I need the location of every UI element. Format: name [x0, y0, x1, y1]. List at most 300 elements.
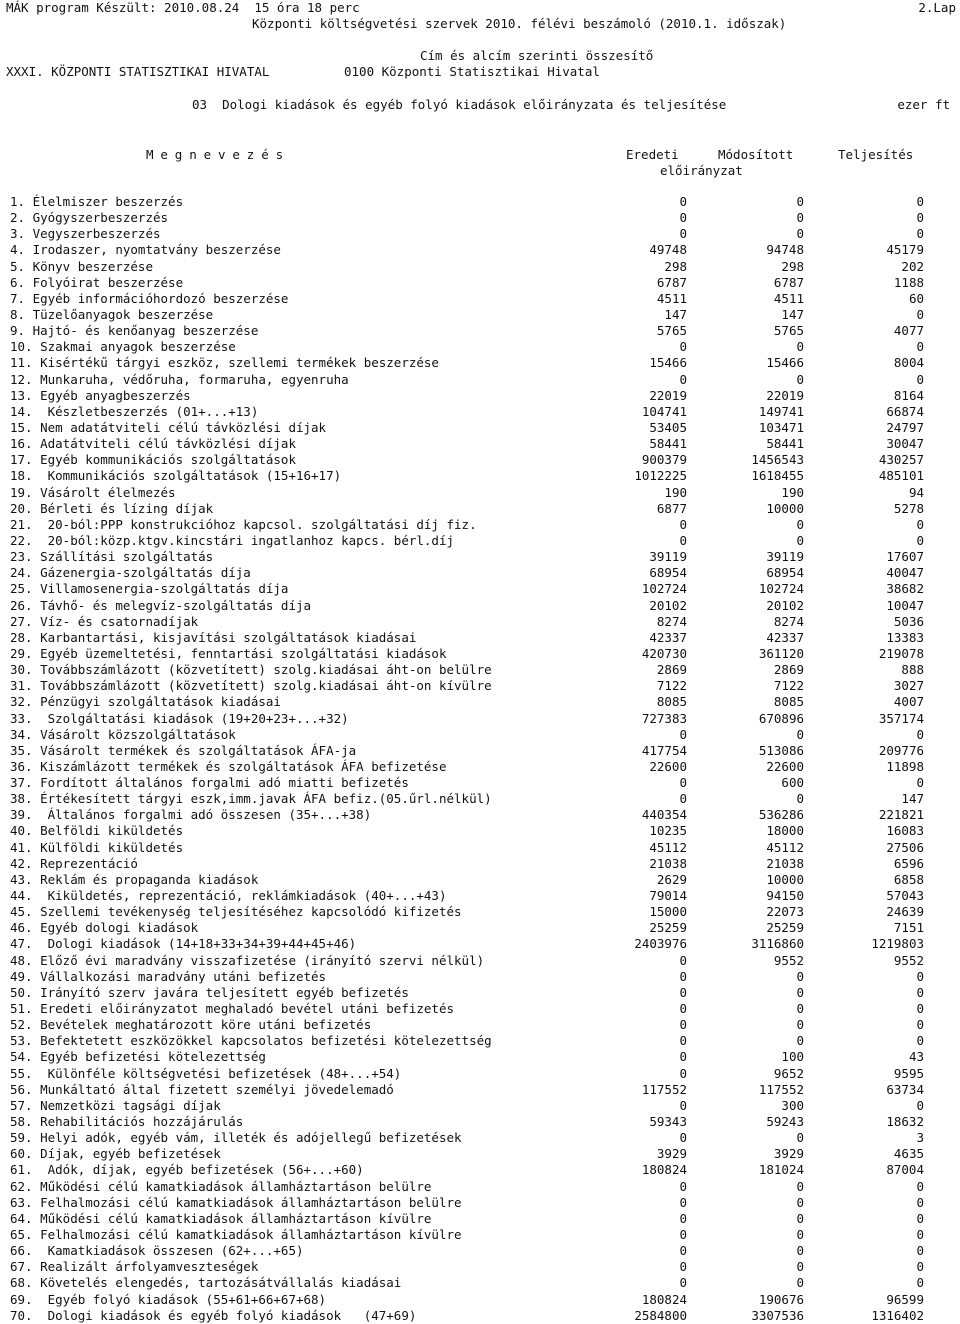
table-row [0, 807, 960, 823]
value-modified: 7122 [773, 678, 804, 694]
row-name: 49. Vállalkozási maradvány utáni befizetés [10, 968, 327, 984]
institution-name: 0100 Központi Statisztikai Hivatal [344, 64, 600, 79]
value-actual: 0 [916, 1178, 924, 1194]
table-row [0, 1162, 960, 1178]
page-number: 2.Lap [918, 0, 956, 15]
value-actual: 0 [916, 1033, 924, 1049]
value-original: 0 [679, 968, 687, 984]
value-modified: 1456543 [751, 452, 804, 468]
row-name: 70. Dologi kiadások és egyéb folyó kiadások (47+69) [10, 1307, 417, 1323]
table-row [0, 501, 960, 517]
value-actual: 66874 [886, 403, 924, 419]
table-row [0, 920, 960, 936]
row-name: 40. Belföldi kiküldetés [10, 823, 184, 839]
value-original: 190 [664, 484, 687, 500]
value-modified: 8274 [773, 613, 804, 629]
value-modified: 22073 [766, 904, 804, 920]
value-modified: 0 [796, 984, 804, 1000]
value-modified: 25259 [766, 920, 804, 936]
value-original: 6787 [656, 274, 687, 290]
value-original: 0 [679, 1049, 687, 1065]
value-original: 22600 [649, 758, 687, 774]
report-info: MÁK program Készült: 2010.08.24 15 óra 18 perc [6, 0, 360, 15]
row-name: 25. Villamosenergia-szolgáltatás díja [10, 581, 289, 597]
value-original: 0 [679, 1275, 687, 1291]
row-name: 48. Előző évi maradvány visszafizetése (irányító szervi nélkül) [10, 952, 485, 968]
table-row [0, 275, 960, 291]
value-modified: 0 [796, 516, 804, 532]
value-actual: 5278 [893, 500, 924, 516]
row-name: 16. Adatátviteli célú távközlési díjak [10, 436, 296, 452]
table-row [0, 307, 960, 323]
value-original: 20102 [649, 597, 687, 613]
value-actual: 0 [916, 775, 924, 791]
value-actual: 43 [908, 1049, 924, 1065]
value-modified: 100 [781, 1049, 804, 1065]
table-row [0, 339, 960, 355]
value-actual: 57043 [886, 888, 924, 904]
table-row [0, 711, 960, 727]
value-actual: 87004 [886, 1162, 924, 1178]
table-row [0, 985, 960, 1001]
value-original: 2869 [656, 662, 687, 678]
value-original: 0 [679, 1001, 687, 1017]
table-row [0, 1033, 960, 1049]
value-modified: 147 [781, 306, 804, 322]
row-name: 21. 20-ból:PPP konstrukcióhoz kapcsol. szolgáltatási díj fiz. [10, 516, 477, 532]
value-actual: 9552 [893, 952, 924, 968]
value-modified: 190676 [758, 1291, 804, 1307]
value-modified: 300 [781, 1097, 804, 1113]
value-actual: 1316402 [871, 1307, 924, 1323]
row-name: 19. Vásárolt élelmezés [10, 484, 176, 500]
value-original: 0 [679, 1259, 687, 1275]
value-original: 0 [679, 194, 687, 209]
value-original: 53405 [649, 419, 687, 435]
value-actual: 0 [916, 371, 924, 387]
table-row [0, 404, 960, 420]
value-modified: 0 [796, 1275, 804, 1291]
table-row [0, 436, 960, 452]
table-row [0, 323, 960, 339]
row-name: 41. Külföldi kiküldetés [10, 839, 184, 855]
table-row [0, 1195, 960, 1211]
value-modified: 8085 [773, 694, 804, 710]
value-actual: 357174 [878, 710, 924, 726]
value-original: 2629 [656, 871, 687, 887]
table-row [0, 727, 960, 743]
value-original: 0 [679, 775, 687, 791]
table-row [0, 1017, 960, 1033]
value-original: 5765 [656, 323, 687, 339]
value-actual: 430257 [878, 452, 924, 468]
value-actual: 1219803 [871, 936, 924, 952]
value-original: 58441 [649, 436, 687, 452]
table-row [0, 517, 960, 533]
value-modified: 4511 [773, 290, 804, 306]
row-name: 29. Egyéb üzemeltetési, fenntartási szolgáltatási kiadások [10, 645, 447, 661]
table-row [0, 694, 960, 710]
value-actual: 0 [916, 1210, 924, 1226]
value-original: 0 [679, 1194, 687, 1210]
value-modified: 149741 [758, 403, 804, 419]
value-actual: 94 [908, 484, 924, 500]
value-actual: 0 [916, 210, 924, 226]
table-row [0, 759, 960, 775]
value-original: 420730 [641, 645, 687, 661]
table-row [0, 598, 960, 614]
value-modified: 513086 [758, 742, 804, 758]
value-modified: 1618455 [751, 468, 804, 484]
row-name: 67. Realizált árfolyamveszteségek [10, 1259, 259, 1275]
table-row [0, 1211, 960, 1227]
value-modified: 0 [796, 1210, 804, 1226]
table-row [0, 1227, 960, 1243]
value-original: 0 [679, 726, 687, 742]
value-modified: 0 [796, 1227, 804, 1242]
row-name: 39. Általános forgalmi adó összesen (35+...+38) [10, 807, 372, 823]
value-actual: 0 [916, 194, 924, 209]
table-row [0, 210, 960, 226]
row-name: 28. Karbantartási, kisjavítási szolgáltatások kiadásai [10, 629, 417, 645]
value-modified: 3929 [773, 1146, 804, 1162]
value-actual: 0 [916, 1017, 924, 1033]
row-name: 7. Egyéb információhordozó beszerzése [10, 290, 289, 306]
value-original: 117552 [641, 1081, 687, 1097]
value-original: 22019 [649, 387, 687, 403]
value-actual: 96599 [886, 1291, 924, 1307]
value-modified: 0 [796, 226, 804, 242]
value-original: 0 [679, 791, 687, 807]
table-row [0, 533, 960, 549]
table-row [0, 194, 960, 210]
value-actual: 219078 [878, 645, 924, 661]
report-title: Központi költségvetési szervek 2010. félévi beszámoló (2010.1. időszak) [252, 16, 787, 31]
value-modified: 536286 [758, 807, 804, 823]
table-row [0, 420, 960, 436]
table-row [0, 856, 960, 872]
value-original: 21038 [649, 855, 687, 871]
value-modified: 2869 [773, 662, 804, 678]
value-original: 0 [679, 1065, 687, 1081]
value-modified: 190 [781, 484, 804, 500]
value-modified: 94150 [766, 888, 804, 904]
value-modified: 0 [796, 532, 804, 548]
column-header-modified-sub: előirányzat [660, 163, 743, 178]
value-modified: 0 [796, 210, 804, 226]
value-actual: 0 [916, 532, 924, 548]
table-row [0, 1146, 960, 1162]
value-original: 0 [679, 952, 687, 968]
row-name: 35. Vásárolt termékek és szolgáltatások ÁFA-ja [10, 742, 357, 758]
value-modified: 22600 [766, 758, 804, 774]
row-name: 3. Vegyszerbeszerzés [10, 226, 161, 242]
table-row [0, 1114, 960, 1130]
value-actual: 888 [901, 662, 924, 678]
value-actual: 30047 [886, 436, 924, 452]
row-name: 17. Egyéb kommunikációs szolgáltatások [10, 452, 296, 468]
value-modified: 68954 [766, 565, 804, 581]
value-actual: 40047 [886, 565, 924, 581]
row-name: 34. Vásárolt közszolgáltatások [10, 726, 236, 742]
unit-label: ezer ft [897, 97, 950, 112]
value-modified: 0 [796, 791, 804, 807]
value-modified: 58441 [766, 436, 804, 452]
table-row [0, 549, 960, 565]
value-original: 0 [679, 1017, 687, 1033]
value-modified: 181024 [758, 1162, 804, 1178]
table-row [0, 1082, 960, 1098]
table-row [0, 678, 960, 694]
chapter-name: XXXI. KÖZPONTI STATISZTIKAI HIVATAL [6, 64, 270, 79]
value-modified: 670896 [758, 710, 804, 726]
table-row [0, 1098, 960, 1114]
column-header-modified: Módosított [718, 147, 794, 162]
table-row [0, 372, 960, 388]
value-modified: 0 [796, 1130, 804, 1146]
table-row [0, 1179, 960, 1195]
table-row [0, 775, 960, 791]
row-name: 59. Helyi adók, egyéb vám, illeték és adójellegű befizetések [10, 1130, 462, 1146]
value-original: 2403976 [634, 936, 687, 952]
value-actual: 485101 [878, 468, 924, 484]
row-name: 2. Gyógyszerbeszerzés [10, 210, 169, 226]
value-original: 0 [679, 226, 687, 242]
value-original: 39119 [649, 549, 687, 565]
row-name: 4. Irodaszer, nyomtatvány beszerzése [10, 242, 281, 258]
row-name: 42. Reprezentáció [10, 855, 138, 871]
row-name: 63. Felhalmozási célú kamatkiadások államháztartáson belülre [10, 1194, 462, 1210]
value-original: 180824 [641, 1291, 687, 1307]
row-name: 24. Gázenergia-szolgáltatás díja [10, 565, 251, 581]
value-modified: 59243 [766, 1114, 804, 1130]
value-original: 727383 [641, 710, 687, 726]
table-row [0, 840, 960, 856]
value-original: 8085 [656, 694, 687, 710]
value-original: 0 [679, 339, 687, 355]
table-row [0, 969, 960, 985]
table-row [0, 630, 960, 646]
value-original: 0 [679, 1130, 687, 1146]
row-name: 69. Egyéb folyó kiadások (55+61+66+67+68) [10, 1291, 327, 1307]
row-name: 65. Felhalmozási célú kamatkiadások államháztartáson kívülre [10, 1227, 462, 1242]
value-original: 417754 [641, 742, 687, 758]
value-actual: 4635 [893, 1146, 924, 1162]
value-actual: 0 [916, 1001, 924, 1017]
row-name: 20. Bérleti és lízing díjak [10, 500, 214, 516]
table-row [0, 485, 960, 501]
table-row [0, 1049, 960, 1065]
value-actual: 0 [916, 726, 924, 742]
value-modified: 0 [796, 1243, 804, 1259]
row-name: 44. Kiküldetés, reprezentáció, reklámkiadások (40+...+43) [10, 888, 447, 904]
table-row [0, 291, 960, 307]
row-name: 55. Különféle költségvetési befizetések (48+...+54) [10, 1065, 402, 1081]
value-actual: 0 [916, 339, 924, 355]
table-row [0, 936, 960, 952]
row-name: 58. Rehabilitációs hozzájárulás [10, 1114, 244, 1130]
value-actual: 24797 [886, 419, 924, 435]
table-row [0, 1308, 960, 1324]
table-row [0, 226, 960, 242]
value-original: 0 [679, 210, 687, 226]
value-actual: 63734 [886, 1081, 924, 1097]
value-modified: 298 [781, 258, 804, 274]
section-title: 03 Dologi kiadások és egyéb folyó kiadások előirányzata és teljesítése [192, 97, 727, 112]
column-header-original: Eredeti [626, 147, 679, 162]
table-row [0, 1243, 960, 1259]
value-original: 0 [679, 532, 687, 548]
value-modified: 361120 [758, 645, 804, 661]
table-row [0, 1130, 960, 1146]
row-name: 43. Reklám és propaganda kiadások [10, 871, 259, 887]
value-modified: 10000 [766, 871, 804, 887]
row-name: 23. Szállítási szolgáltatás [10, 549, 214, 565]
row-name: 51. Eredeti előirányzatot meghaladó bevétel utáni befizetés [10, 1001, 455, 1017]
value-modified: 0 [796, 1017, 804, 1033]
row-name: 22. 20-ból:közp.ktgv.kincstári ingatlanhoz kapcs. bérl.díj [10, 532, 455, 548]
value-actual: 6596 [893, 855, 924, 871]
value-modified: 6787 [773, 274, 804, 290]
value-actual: 0 [916, 306, 924, 322]
value-actual: 4077 [893, 323, 924, 339]
value-original: 0 [679, 1227, 687, 1242]
value-actual: 18632 [886, 1114, 924, 1130]
table-row [0, 646, 960, 662]
table-row [0, 872, 960, 888]
row-name: 47. Dologi kiadások (14+18+33+34+39+44+45+46) [10, 936, 357, 952]
row-name: 32. Pénzügyi szolgáltatások kiadásai [10, 694, 281, 710]
value-actual: 9595 [893, 1065, 924, 1081]
value-actual: 16083 [886, 823, 924, 839]
value-original: 4511 [656, 290, 687, 306]
value-original: 42337 [649, 629, 687, 645]
table-row [0, 888, 960, 904]
value-modified: 0 [796, 1001, 804, 1017]
row-name: 64. Működési célú kamatkiadások államháztartáson kívülre [10, 1210, 432, 1226]
row-name: 62. Működési célú kamatkiadások államháztartáson belülre [10, 1178, 432, 1194]
value-original: 79014 [649, 888, 687, 904]
value-actual: 4007 [893, 694, 924, 710]
row-name: 60. Díjak, egyéb befizetések [10, 1146, 221, 1162]
data-table [0, 194, 960, 1324]
value-modified: 0 [796, 968, 804, 984]
value-original: 0 [679, 1243, 687, 1259]
value-original: 15466 [649, 355, 687, 371]
value-actual: 8164 [893, 387, 924, 403]
value-original: 104741 [641, 403, 687, 419]
value-original: 10235 [649, 823, 687, 839]
value-actual: 221821 [878, 807, 924, 823]
table-row [0, 1292, 960, 1308]
value-actual: 13383 [886, 629, 924, 645]
table-row [0, 581, 960, 597]
table-row [0, 791, 960, 807]
value-original: 0 [679, 984, 687, 1000]
value-original: 298 [664, 258, 687, 274]
value-modified: 102724 [758, 581, 804, 597]
value-modified: 0 [796, 194, 804, 209]
table-row [0, 953, 960, 969]
value-actual: 3 [916, 1130, 924, 1146]
value-actual: 5036 [893, 613, 924, 629]
row-name: 30. Továbbszámlázott (közvetített) szolg.kiadásai áht-on belülre [10, 662, 492, 678]
column-header-actual: Teljesítés [838, 147, 914, 162]
row-name: 31. Továbbszámlázott (közvetített) szolg.kiadásai áht-on kívülre [10, 678, 492, 694]
value-modified: 0 [796, 1194, 804, 1210]
value-modified: 10000 [766, 500, 804, 516]
table-row [0, 743, 960, 759]
row-name: 53. Befektetett eszközökkel kapcsolatos befizetési kötelezettség [10, 1033, 492, 1049]
row-name: 46. Egyéb dologi kiadások [10, 920, 199, 936]
value-original: 2584800 [634, 1307, 687, 1323]
value-original: 8274 [656, 613, 687, 629]
value-modified: 600 [781, 775, 804, 791]
value-modified: 5765 [773, 323, 804, 339]
row-name: 5. Könyv beszerzése [10, 258, 153, 274]
value-original: 0 [679, 1097, 687, 1113]
table-row [0, 1066, 960, 1082]
table-row [0, 614, 960, 630]
table-row [0, 355, 960, 371]
value-original: 147 [664, 306, 687, 322]
value-actual: 11898 [886, 758, 924, 774]
row-name: 10. Szakmai anyagok beszerzése [10, 339, 236, 355]
value-actual: 38682 [886, 581, 924, 597]
value-modified: 18000 [766, 823, 804, 839]
value-modified: 3116860 [751, 936, 804, 952]
value-actual: 0 [916, 1097, 924, 1113]
row-name: 68. Követelés elengedés, tartozásátvállalás kiadásai [10, 1275, 402, 1291]
value-modified: 0 [796, 371, 804, 387]
row-name: 45. Szellemi tevékenység teljesítéséhez kapcsolódó kifizetés [10, 904, 462, 920]
row-name: 38. Értékesített tárgyi eszk,imm.javak ÁFA befiz.(05.űrl.nélkül) [10, 791, 492, 807]
row-name: 12. Munkaruha, védőruha, formaruha, egyenruha [10, 371, 349, 387]
value-actual: 6858 [893, 871, 924, 887]
value-original: 0 [679, 1178, 687, 1194]
value-modified: 117552 [758, 1081, 804, 1097]
value-actual: 24639 [886, 904, 924, 920]
table-row [0, 468, 960, 484]
value-original: 68954 [649, 565, 687, 581]
value-modified: 20102 [766, 597, 804, 613]
value-original: 7122 [656, 678, 687, 694]
value-actual: 10047 [886, 597, 924, 613]
value-actual: 147 [901, 791, 924, 807]
value-modified: 39119 [766, 549, 804, 565]
value-modified: 21038 [766, 855, 804, 871]
row-name: 11. Kisértékű tárgyi eszköz, szellemi termékek beszerzése [10, 355, 439, 371]
row-name: 8. Tüzelőanyagok beszerzése [10, 306, 214, 322]
row-name: 9. Hajtó- és kenőanyag beszerzése [10, 323, 259, 339]
value-modified: 9552 [773, 952, 804, 968]
row-name: 15. Nem adatátviteli célú távközlési díjak [10, 419, 327, 435]
value-original: 0 [679, 1210, 687, 1226]
table-row [0, 452, 960, 468]
value-original: 440354 [641, 807, 687, 823]
value-original: 59343 [649, 1114, 687, 1130]
value-original: 15000 [649, 904, 687, 920]
value-actual: 3027 [893, 678, 924, 694]
value-modified: 0 [796, 1178, 804, 1194]
value-original: 49748 [649, 242, 687, 258]
row-name: 27. Víz- és csatornadíjak [10, 613, 199, 629]
value-modified: 0 [796, 339, 804, 355]
value-modified: 0 [796, 1033, 804, 1049]
table-row [0, 1259, 960, 1275]
report-subtitle: Cím és alcím szerinti összesítő [420, 48, 654, 63]
value-actual: 60 [908, 290, 924, 306]
